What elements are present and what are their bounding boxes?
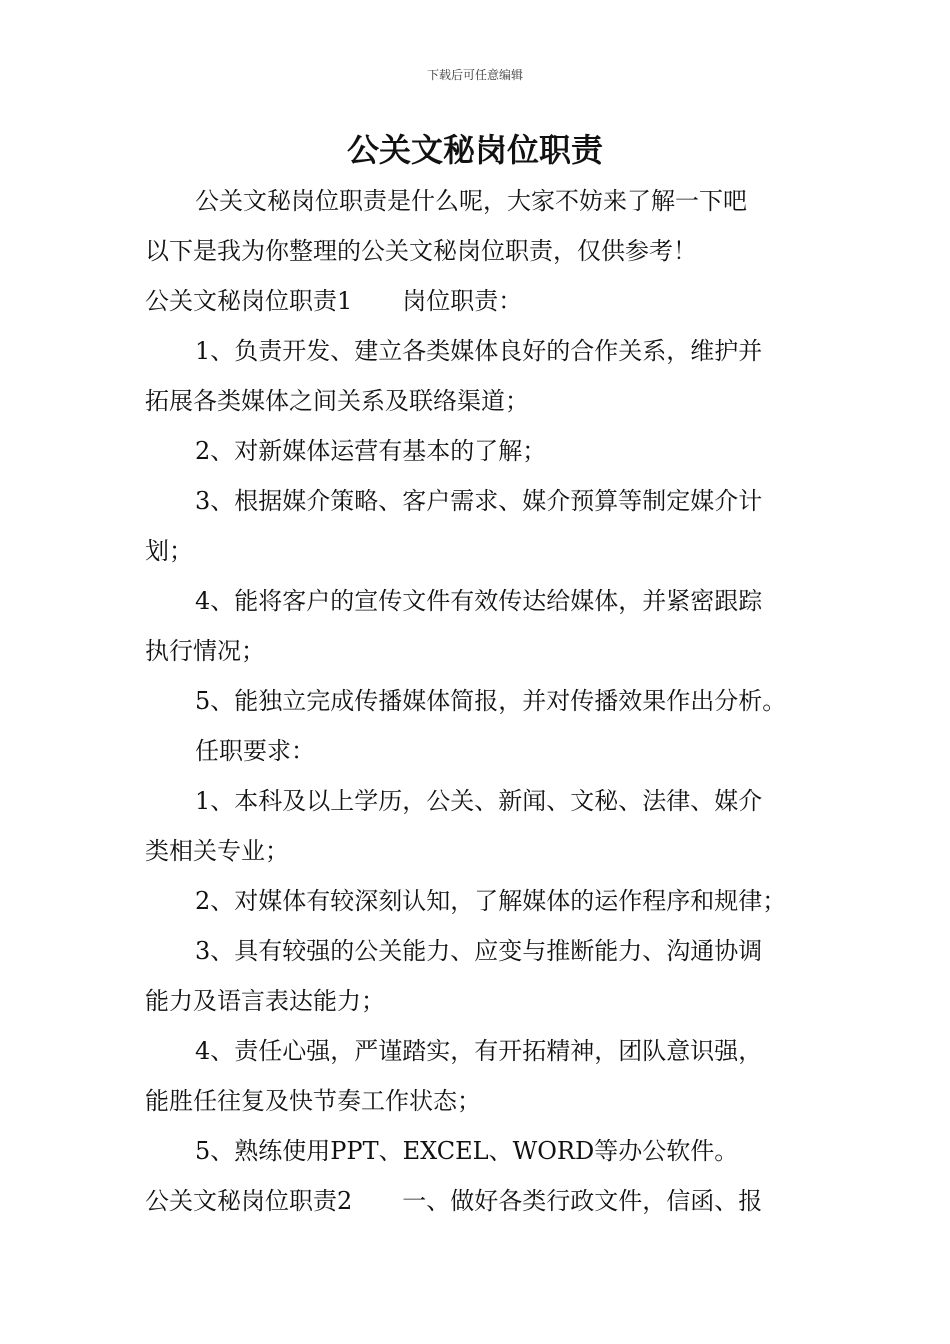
- section-heading-line: [145, 276, 807, 326]
- duty-item-line: 3、根据媒介策略、客户需求、媒介预算等制定媒介计: [195, 487, 763, 515]
- requirement-item-line: 类相关专业；: [145, 837, 289, 865]
- duty-item-line: 2、对新媒体运营有基本的了解；: [195, 437, 547, 465]
- duty-item-line: 1、负责开发、建立各类媒体良好的合作关系，维护并: [195, 337, 763, 365]
- requirement-item-line: 1、本科及以上学历，公关、新闻、文秘、法律、媒介: [195, 787, 763, 815]
- duty-item-line: 5、能独立完成传播媒体简报，并对传播效果作出分析。: [195, 687, 787, 715]
- duty-item-line: 拓展各类媒体之间关系及联络渠道；: [145, 387, 529, 415]
- section-subheading: 岗位职责：: [402, 287, 523, 315]
- requirement-item-line: 2、对媒体有较深刻认知，了解媒体的运作程序和规律；: [195, 887, 787, 915]
- requirement-item-line: 能胜任往复及快节奏工作状态；: [145, 1087, 481, 1115]
- intro-paragraph-line: 以下是我为你整理的公关文秘岗位职责，仅供参考！: [145, 237, 697, 265]
- requirement-item-line: 5、熟练使用PPT、EXCEL、WORD等办公软件。: [195, 1137, 739, 1165]
- section-heading-line: [145, 1176, 807, 1226]
- section-first-line: 一、做好各类行政文件，信函、报: [402, 1187, 763, 1215]
- header-note: 下载后可任意编辑: [426, 68, 523, 82]
- duty-item-line: 4、能将客户的宣传文件有效传达给媒体，并紧密跟踪: [195, 587, 763, 615]
- page-title: 公关文秘岗位职责: [346, 131, 603, 169]
- duty-item-line: 划；: [145, 537, 193, 565]
- duty-item-line: 执行情况；: [145, 637, 265, 665]
- section-heading: 公关文秘岗位职责1: [145, 287, 353, 315]
- requirement-item-line: 3、具有较强的公关能力、应变与推断能力、沟通协调: [195, 937, 763, 965]
- document-body: [145, 176, 807, 1226]
- intro-paragraph-line: 公关文秘岗位职责是什么呢，大家不妨来了解一下吧: [195, 187, 747, 215]
- requirement-item-line: 4、责任心强，严谨踏实，有开拓精神，团队意识强，: [195, 1037, 763, 1065]
- requirement-item-line: 能力及语言表达能力；: [145, 987, 385, 1015]
- requirements-heading: 任职要求：: [195, 737, 315, 765]
- section-heading: 公关文秘岗位职责2: [145, 1187, 353, 1215]
